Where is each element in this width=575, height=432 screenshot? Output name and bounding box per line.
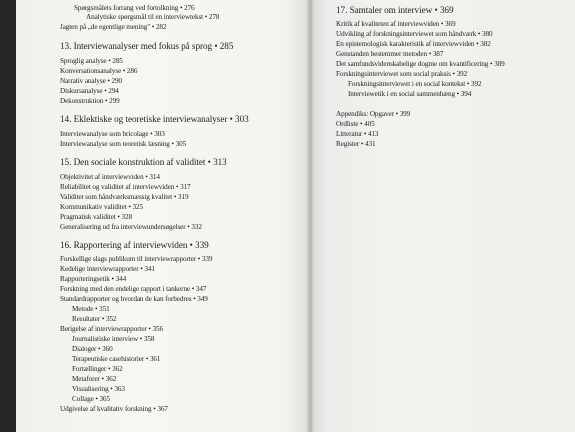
toc-subentry: Terapeutiske casehistorier • 361	[72, 355, 161, 363]
toc-entry: Forskningsinterviewet som social praksis • 392	[336, 70, 468, 78]
toc-subentry: Journalistiske interview • 358	[72, 335, 155, 343]
toc-entry: Appendiks: Opgaver • 399	[336, 110, 411, 118]
toc-entry: Validitet som håndværksmæssig kvalitet • 319	[60, 193, 189, 201]
toc-chapter-heading: 13. Interviewanalyser med fokus på sprog • 285	[60, 41, 234, 51]
toc-entry: Objektivitet af interviewviden • 314	[60, 173, 160, 181]
toc-entry: Register • 431	[336, 140, 376, 148]
toc-entry: Rapporteringsetik • 344	[60, 275, 127, 283]
toc-subentry: Collage • 365	[72, 395, 110, 403]
toc-entry: Standardrapporter og hvordan de kan forbedres • 349	[60, 295, 208, 303]
toc-entry: Generalisering ud fra interviewundersøgelser • 332	[60, 223, 202, 231]
toc-chapter-heading: 15. Den sociale konstruktion af validitet • 313	[60, 157, 227, 167]
toc-entry: Udvikling af forskningsinterviewet som håndværk • 380	[336, 30, 493, 38]
toc-chapter-heading: 17. Samtaler om interview • 369	[336, 5, 454, 15]
right-page	[310, 0, 575, 432]
toc-entry: Genstanden bestemmer metoden • 387	[336, 50, 444, 58]
toc-chapter-heading: 14. Eklektiske og teoretiske interviewanalyser • 303	[60, 114, 249, 124]
toc-subentry: Analytiske spørgsmål til en interviewtekst • 278	[86, 13, 220, 21]
toc-entry: Konversationsanalyse • 286	[60, 67, 138, 75]
toc-entry: Reliabilitet og validitet af interviewviden • 317	[60, 183, 191, 191]
left-page	[16, 0, 310, 432]
toc-subentry: Metaforer • 362	[72, 375, 117, 383]
toc-entry: Sproglig analyse • 285	[60, 57, 123, 65]
toc-entry: Pragmatisk validitet • 328	[60, 213, 132, 221]
toc-entry: Forskellige slags publikum til interviewrapporter • 339	[60, 255, 213, 263]
toc-subentry: Forskningsinterviewet i en social kontekst • 392	[348, 80, 482, 88]
toc-entry: Det samfundsvidenskabelige dogme om kvantificering • 389	[336, 60, 505, 68]
toc-subentry: Fortællinger • 362	[72, 365, 123, 373]
toc-subentry: Dialoger • 360	[72, 345, 113, 353]
toc-entry: Kommunikativ validitet • 325	[60, 203, 143, 211]
toc-subentry: Metode • 351	[72, 305, 110, 313]
toc-entry: En epistemologisk karakteristik af interviewviden • 382	[336, 40, 491, 48]
toc-entry: Interviewanalyse som bricolage • 303	[60, 130, 165, 138]
toc-subentry: Spørgsmålets forrang ved fortolkning • 276	[74, 4, 195, 12]
toc-entry: Narrativ analyse • 290	[60, 77, 122, 85]
toc-subentry: Interviewetik i en social sammenhæng • 394	[348, 90, 472, 98]
toc-entry: Litteratur • 413	[336, 130, 379, 138]
toc-entry: Dekonstruktion • 299	[60, 97, 120, 105]
toc-subentry: Resultater • 352	[72, 315, 117, 323]
toc-entry: Berigelse af interviewrapporter • 356	[60, 325, 163, 333]
toc-entry: Jagten på „de egentlige mening" • 282	[60, 23, 167, 31]
toc-entry: Kritik af kvaliteten af interviewviden • 369	[336, 20, 456, 28]
toc-entry: Kedelige interviewrapporter • 341	[60, 265, 155, 273]
toc-entry: Udgivelse af kvalitativ forskning • 367	[60, 405, 168, 413]
toc-entry: Ordliste • 405	[336, 120, 375, 128]
toc-entry: Interviewanalyse som teoretisk læsning • 305	[60, 140, 187, 148]
toc-chapter-heading: 16. Rapportering af interviewviden • 339	[60, 240, 209, 250]
toc-entry: Diskursanalyse • 294	[60, 87, 119, 95]
toc-entry: Forskning med den endelige rapport i tankerne • 347	[60, 285, 207, 293]
toc-subentry: Visualisering • 363	[72, 385, 125, 393]
